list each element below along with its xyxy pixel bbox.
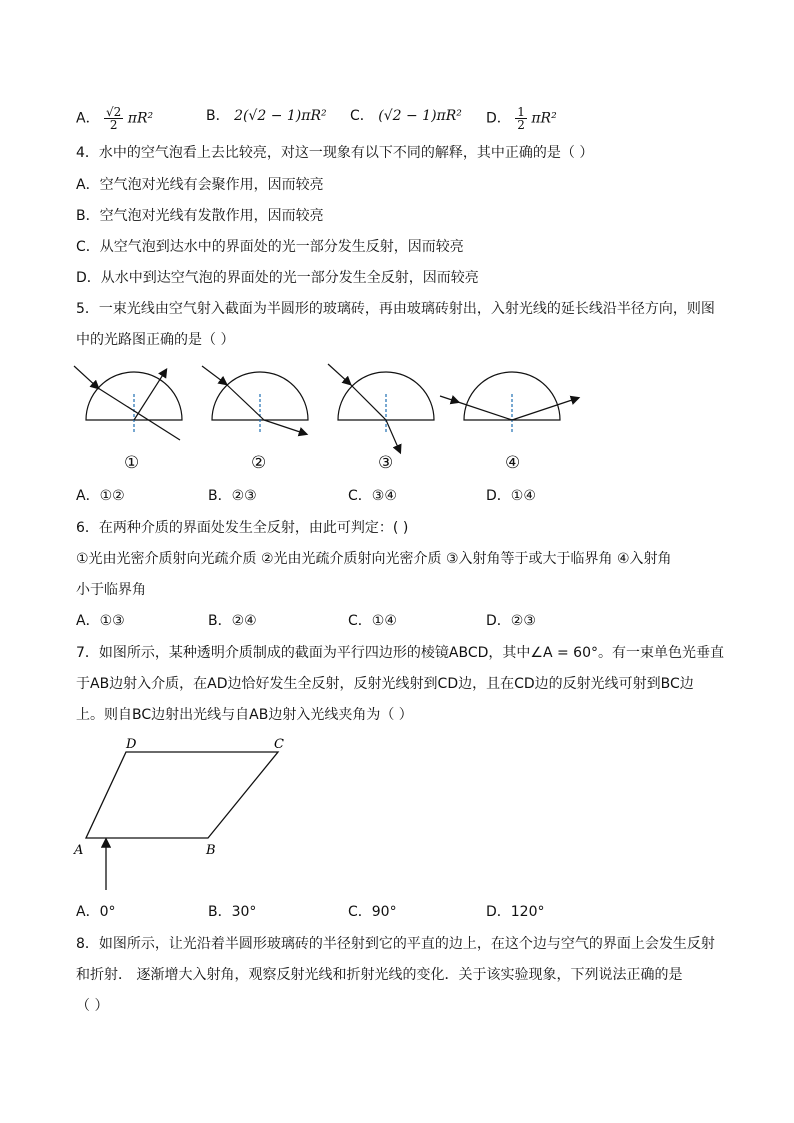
q6-option-a[interactable]: A．①③ [76,613,125,629]
q6-statements-line2: 小于临界角 [76,582,146,598]
q6-option-b[interactable]: B．②④ [208,613,257,629]
q7-option-d[interactable]: D．120° [486,904,545,920]
q7-option-c[interactable]: C．90° [348,904,397,920]
vertex-a: A [74,843,84,858]
q6-option-c[interactable]: C．①④ [348,613,397,629]
q3-option-a[interactable]: A． $\frac{√2}{2}$ πR² [76,105,154,132]
q3-option-b[interactable]: B． 2(√2 − 1)πR² [206,108,327,124]
q5-option-b[interactable]: B．②③ [208,488,257,504]
q5-figure-2 [202,366,308,434]
q4-stem: 4．水中的空气泡看上去比较亮，对这一现象有以下不同的解释，其中正确的是（ ） [76,145,594,161]
q7-stem-line2: 于AB边射入介质，在AD边恰好发生全反射，反射光线射到CD边，且在CD边的反射光线可射到BC边 [76,676,694,692]
q8-stem-line1: 8．如图所示，让光沿着半圆形玻璃砖的半径射到它的平直的边上，在这个边与空气的界面上会发生反射 [76,936,715,952]
q5-figure-label-4: ④ [505,453,521,473]
q3-d-fraction: $\frac{1}{2}$ [517,105,525,132]
q3-option-d[interactable]: D． $\frac{1}{2}$ πR² [486,105,557,132]
q5-option-c[interactable]: C．③④ [348,488,397,504]
q6-option-d[interactable]: D．②③ [486,613,536,629]
q5-option-d[interactable]: D．①④ [486,488,536,504]
q6-statements-line1: ①光由光密介质射向光疏介质 ②光由光疏介质射向光密介质 ③入射角等于或大于临界角 ④入射角 [76,551,672,567]
q5-figure-3 [328,364,434,452]
q4-option-b[interactable]: B．空气泡对光线有发散作用，因而较亮 [76,208,324,224]
q8-stem-line2: 和折射． 逐渐增大入射角，观察反射光线和折射光线的变化．关于该实验现象，下列说法正确的是 [76,967,683,983]
q7-option-a[interactable]: A．0° [76,904,116,920]
q7-option-b[interactable]: B．30° [208,904,257,920]
q5-stem-line1: 5．一束光线由空气射入截面为半圆形的玻璃砖，再由玻璃砖射出，入射光线的延长线沿半径方向，则图 [76,301,715,317]
q4-option-a[interactable]: A．空气泡对光线有会聚作用，因而较亮 [76,177,324,193]
q5-figure-1 [74,366,182,440]
q3-option-c[interactable]: C． (√2 − 1)πR² [350,108,462,124]
q7-stem-line1: 7．如图所示，某种透明介质制成的截面为平行四边形的棱镜ABCD，其中∠A = 60°。有一束单色光垂直 [76,645,724,661]
q5-figure-label-3: ③ [378,453,394,473]
q7-stem-line3: 上。则自BC边射出光线与自AB边射入光线夹角为（ ） [76,707,413,723]
q5-figure-4 [440,372,578,432]
q4-option-c[interactable]: C．从空气泡到达水中的界面处的光一部分发生反射，因而较亮 [76,239,464,255]
q3-a-fraction: $\frac{√2}{2}$ [106,105,122,132]
q5-figure-label-2: ② [251,453,267,473]
q4-option-d[interactable]: D．从水中到达空气泡的界面处的光一部分发生全反射，因而较亮 [76,270,479,286]
prism-outline [86,752,278,838]
q5-stem-line2: 中的光路图正确的是（ ） [76,332,235,348]
q8-stem-line3: （ ） [76,998,109,1014]
vertex-c: C [274,737,284,752]
vertex-d: D [126,737,137,752]
q7-parallelogram-figure [70,730,290,895]
q5-figure-label-1: ① [124,453,140,473]
vertex-b: B [206,843,216,858]
q5-option-a[interactable]: A．①② [76,488,125,504]
q6-stem: 6．在两种介质的界面处发生全反射，由此可判定：( ) [76,520,409,536]
